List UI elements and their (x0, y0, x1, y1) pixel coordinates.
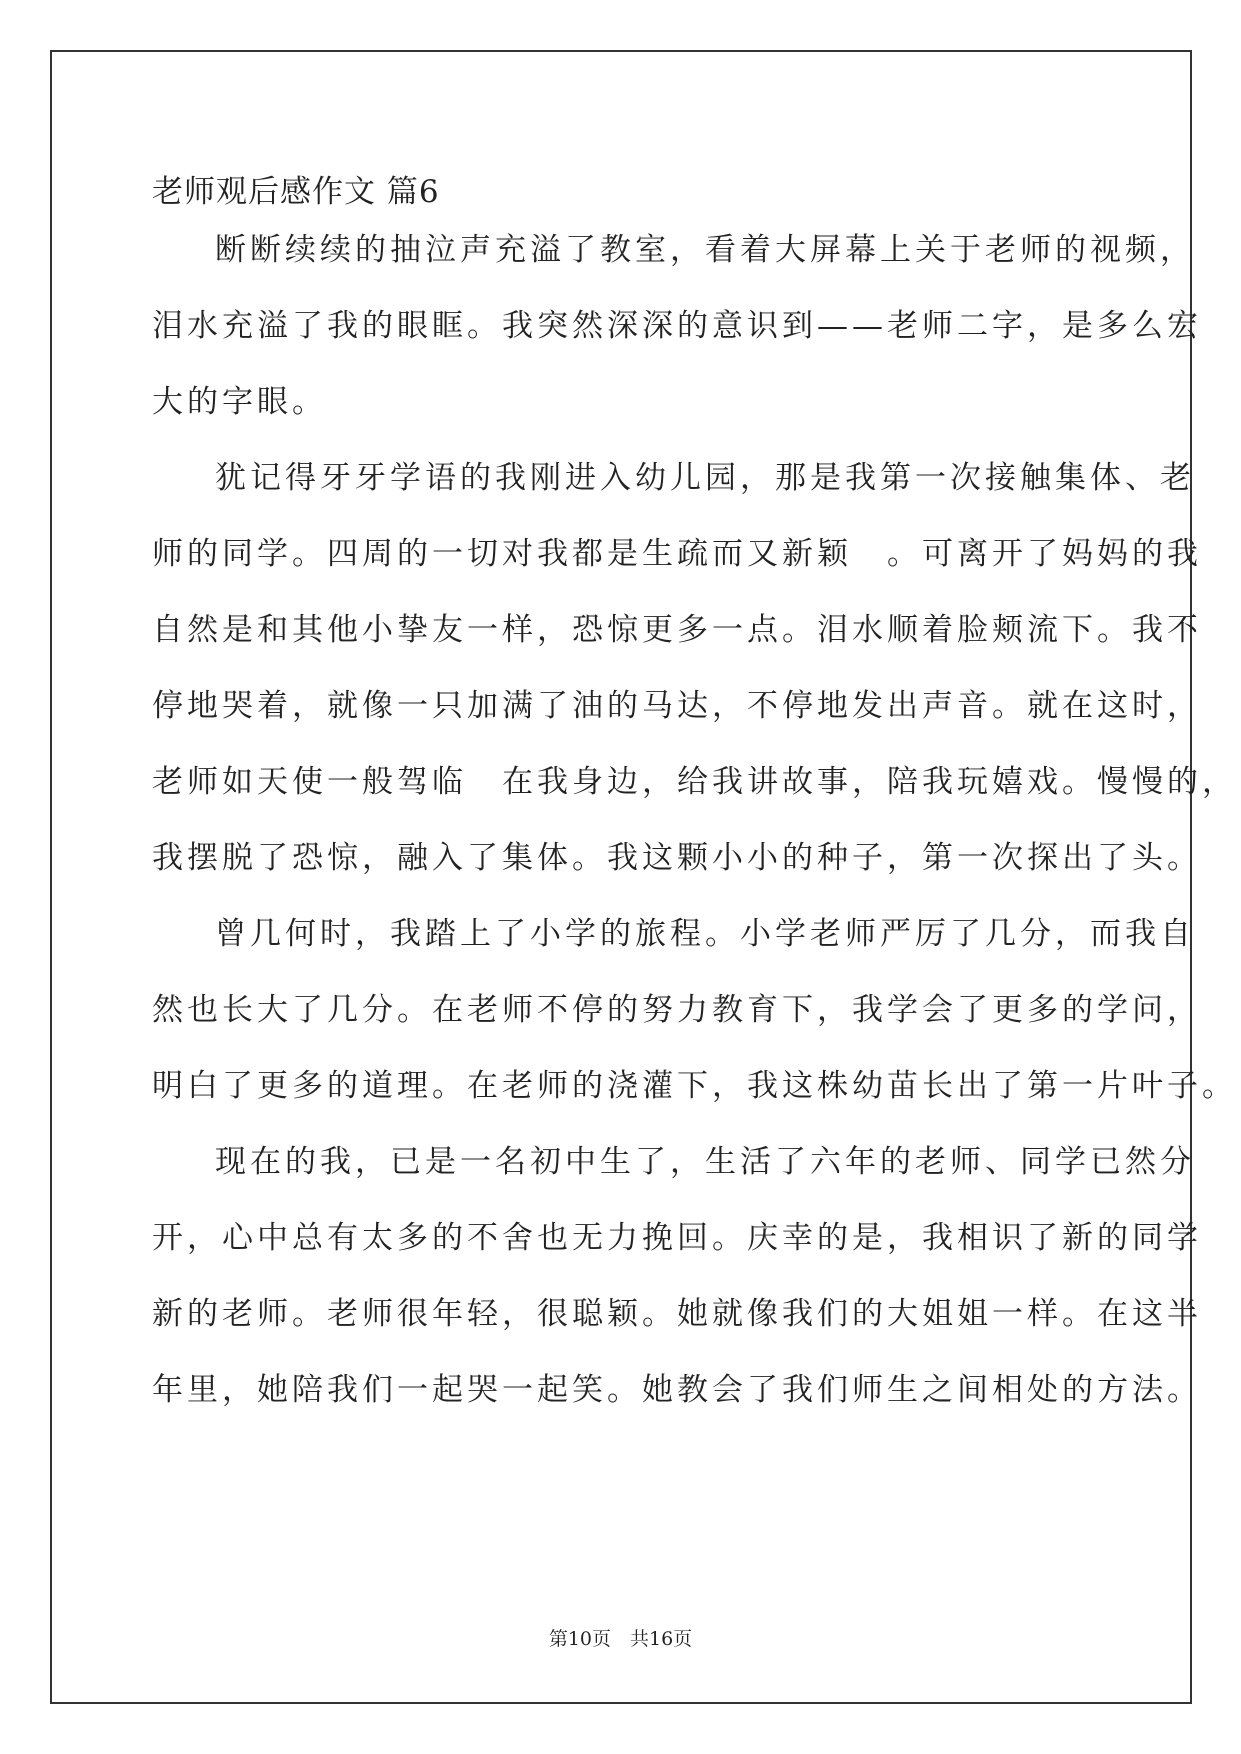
paragraph-line: 大的字眼。 (152, 384, 327, 420)
paragraph-line: 开，心中总有太多的不舍也无力挽回。庆幸的是，我相识了新的同学 (152, 1220, 1202, 1256)
paragraph-line: 停地哭着，就像一只加满了油的马达，不停地发出声音。就在这时， (152, 688, 1202, 724)
paragraph-line: 师的同学。四周的一切对我都是生疏而又新颖 。可离开了妈妈的我 (152, 536, 1202, 572)
paragraph-line: 泪水充溢了我的眼眶。我突然深深的意识到——老师二字，是多么宏 (152, 308, 1202, 344)
paragraph-line: 曾几何时，我踏上了小学的旅程。小学老师严厉了几分，而我自 (215, 916, 1195, 952)
paragraph-line: 年里，她陪我们一起哭一起笑。她教会了我们师生之间相处的方法。 (152, 1372, 1202, 1408)
paragraph-line: 然也长大了几分。在老师不停的努力教育下，我学会了更多的学问， (152, 992, 1202, 1028)
paragraph-line: 我摆脱了恐惊，融入了集体。我这颗小小的种子，第一次探出了头。 (152, 840, 1202, 876)
paragraph-line: 自然是和其他小挚友一样，恐惊更多一点。泪水顺着脸颊流下。我不 (152, 612, 1202, 648)
paragraph-line: 现在的我，已是一名初中生了，生活了六年的老师、同学已然分 (215, 1144, 1195, 1180)
paragraph-line: 明白了更多的道理。在老师的浇灌下，我这株幼苗长出了第一片叶子。 (152, 1068, 1237, 1104)
paragraph-line: 犹记得牙牙学语的我刚进入幼儿园，那是我第一次接触集体、老 (215, 460, 1195, 496)
page-number-footer: 第10页 共16页 (548, 1628, 693, 1650)
document-title: 老师观后感作文 篇6 (152, 174, 440, 210)
paragraph-line: 新的老师。老师很年轻，很聪颖。她就像我们的大姐姐一样。在这半 (152, 1296, 1202, 1332)
paragraph-line: 断断续续的抽泣声充溢了教室，看着大屏幕上关于老师的视频， (215, 232, 1195, 268)
paragraph-line: 老师如天使一般驾临 在我身边，给我讲故事，陪我玩嬉戏。慢慢的， (152, 764, 1237, 800)
